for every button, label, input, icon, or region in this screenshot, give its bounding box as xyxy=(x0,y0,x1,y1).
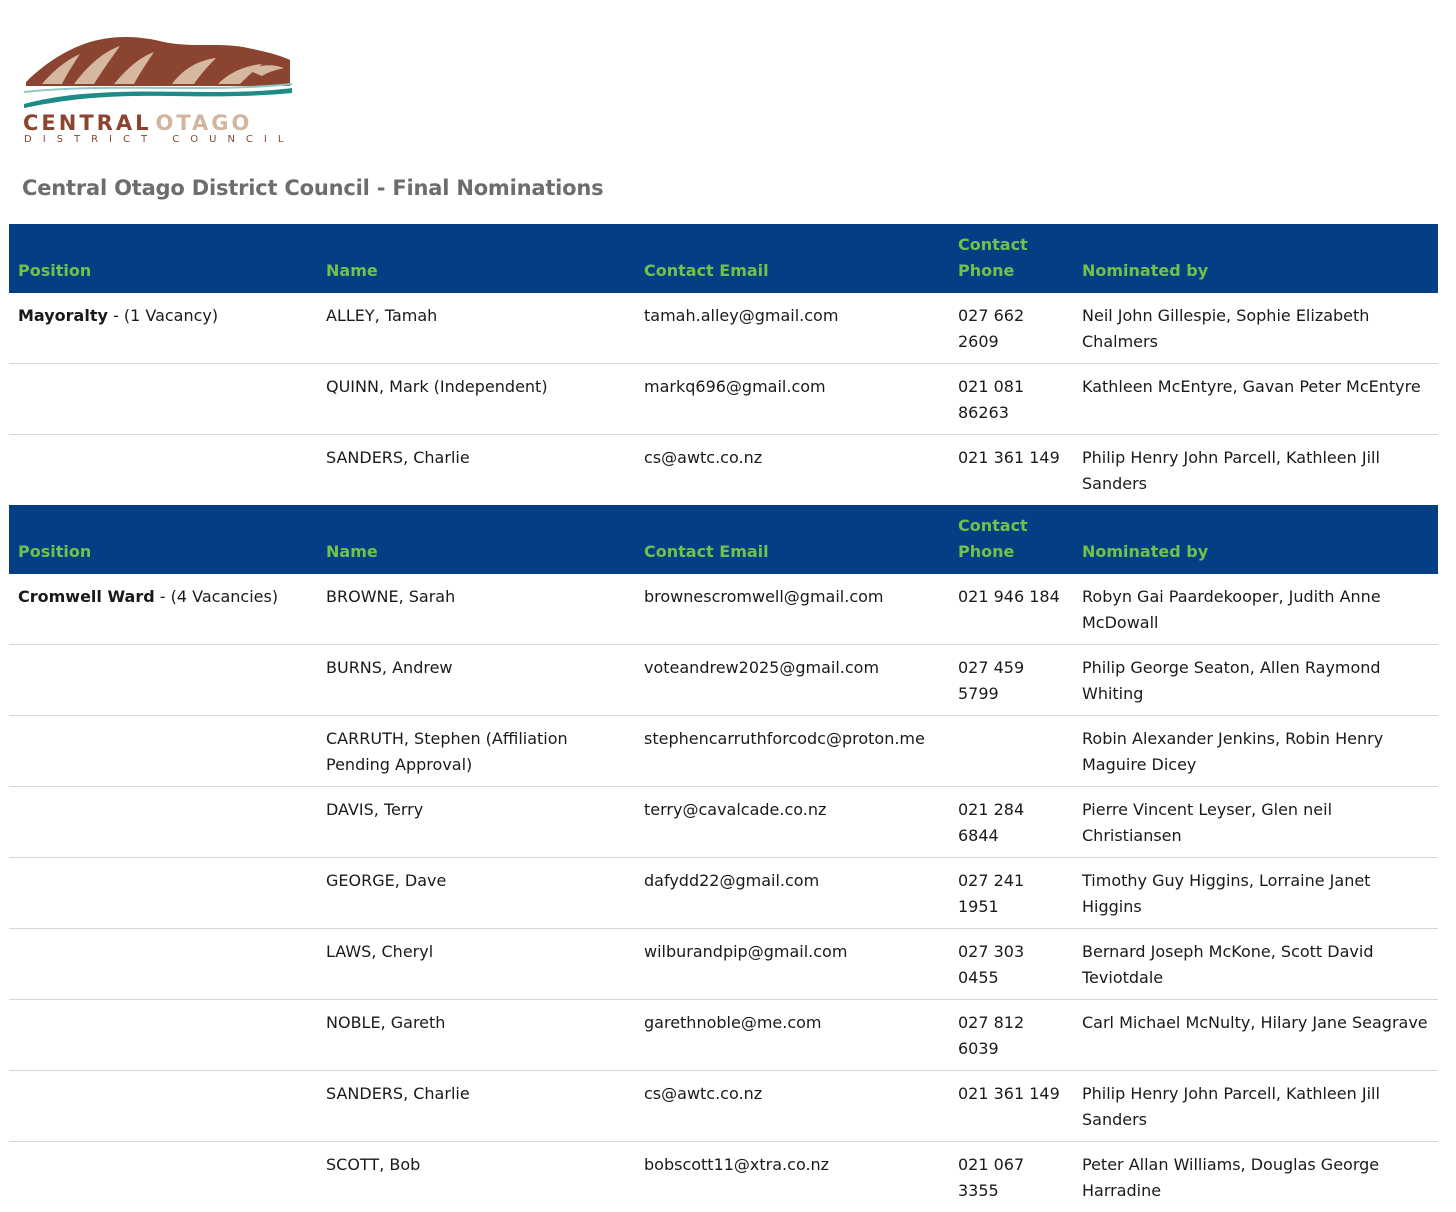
candidate-nominators: Philip George Seaton, Allen Raymond Whiting xyxy=(1073,645,1438,716)
position-cell xyxy=(9,364,317,435)
table-row xyxy=(9,574,1438,645)
candidate-nominators: Bernard Joseph McKone, Scott David Teviotdale xyxy=(1073,929,1438,1000)
candidate-phone: 021 081 86263 xyxy=(949,364,1073,435)
logo-word-central: CENTRAL xyxy=(23,111,151,135)
position-cell xyxy=(9,1000,317,1071)
position-cell xyxy=(9,787,317,858)
candidate-phone: 021 067 3355 xyxy=(949,1142,1073,1212)
table-row xyxy=(9,787,1438,858)
candidate-email: cs@awtc.co.nz xyxy=(635,1071,949,1142)
candidate-name: SANDERS, Charlie xyxy=(317,1071,635,1142)
header-contact-phone: Contact Phone xyxy=(949,224,1073,293)
candidate-nominators: Peter Allan Williams, Douglas George Harradine xyxy=(1073,1142,1438,1212)
page-title: Central Otago District Council - Final Nominations xyxy=(22,176,603,200)
position-cell xyxy=(9,293,317,364)
candidate-email: terry@cavalcade.co.nz xyxy=(635,787,949,858)
candidate-phone: 027 459 5799 xyxy=(949,645,1073,716)
candidate-nominators: Carl Michael McNulty, Hilary Jane Seagrave xyxy=(1073,1000,1438,1071)
candidate-email: bobscott11@xtra.co.nz xyxy=(635,1142,949,1212)
candidate-email: tamah.alley@gmail.com xyxy=(635,293,949,364)
candidate-name: GEORGE, Dave xyxy=(317,858,635,929)
candidate-nominators: Pierre Vincent Leyser, Glen neil Christiansen xyxy=(1073,787,1438,858)
position-cell xyxy=(9,716,317,787)
candidate-name: BROWNE, Sarah xyxy=(317,574,635,645)
header-position: Position xyxy=(9,224,317,293)
position-cell xyxy=(9,574,317,645)
position-cell xyxy=(9,435,317,506)
council-logo xyxy=(22,30,294,148)
candidate-name: ALLEY, Tamah xyxy=(317,293,635,364)
candidate-name: SCOTT, Bob xyxy=(317,1142,635,1212)
candidate-name: CARRUTH, Stephen (Affiliation Pending Approval) xyxy=(317,716,635,787)
header-position: Position xyxy=(9,505,317,574)
candidate-name: QUINN, Mark (Independent) xyxy=(317,364,635,435)
header-contact-phone: Contact Phone xyxy=(949,505,1073,574)
candidate-nominators: Robyn Gai Paardekooper, Judith Anne McDowall xyxy=(1073,574,1438,645)
candidate-phone: 027 812 6039 xyxy=(949,1000,1073,1071)
candidate-phone: 021 361 149 xyxy=(949,1071,1073,1142)
position-cell xyxy=(9,645,317,716)
table-row xyxy=(9,858,1438,929)
header-nominated-by: Nominated by xyxy=(1073,505,1438,574)
header-contact-email: Contact Email xyxy=(635,505,949,574)
table-row xyxy=(9,929,1438,1000)
logo-wordmark xyxy=(23,112,252,134)
candidate-nominators: Neil John Gillespie, Sophie Elizabeth Chalmers xyxy=(1073,293,1438,364)
candidate-phone: 021 946 184 xyxy=(949,574,1073,645)
candidate-phone: 021 361 149 xyxy=(949,435,1073,506)
position-name: Mayoralty xyxy=(18,306,108,325)
candidate-phone: 021 284 6844 xyxy=(949,787,1073,858)
candidate-email: voteandrew2025@gmail.com xyxy=(635,645,949,716)
candidate-phone: 027 241 1951 xyxy=(949,858,1073,929)
candidate-phone: 027 662 2609 xyxy=(949,293,1073,364)
candidate-name: BURNS, Andrew xyxy=(317,645,635,716)
nominations-table-cromwell-ward xyxy=(9,505,1438,1212)
candidate-email: cs@awtc.co.nz xyxy=(635,435,949,506)
candidate-email: dafydd22@gmail.com xyxy=(635,858,949,929)
position-cell xyxy=(9,929,317,1000)
table-row xyxy=(9,293,1438,364)
header-nominated-by: Nominated by xyxy=(1073,224,1438,293)
header-name: Name xyxy=(317,224,635,293)
candidate-email: stephencarruthforcodc@proton.me xyxy=(635,716,949,787)
header-contact-email: Contact Email xyxy=(635,224,949,293)
candidate-email: markq696@gmail.com xyxy=(635,364,949,435)
candidate-nominators: Philip Henry John Parcell, Kathleen Jill Sanders xyxy=(1073,1071,1438,1142)
table-row xyxy=(9,1071,1438,1142)
candidate-email: brownescromwell@gmail.com xyxy=(635,574,949,645)
header-name: Name xyxy=(317,505,635,574)
position-vacancy: - (4 Vacancies) xyxy=(155,587,278,606)
candidate-name: DAVIS, Terry xyxy=(317,787,635,858)
candidate-email: garethnoble@me.com xyxy=(635,1000,949,1071)
table-row xyxy=(9,645,1438,716)
candidate-email: wilburandpip@gmail.com xyxy=(635,929,949,1000)
logo-subtitle: DISTRICT COUNCIL xyxy=(24,134,294,146)
table-header-row xyxy=(9,224,1438,293)
table-row xyxy=(9,716,1438,787)
table-row xyxy=(9,1000,1438,1071)
candidate-name: NOBLE, Gareth xyxy=(317,1000,635,1071)
table-row xyxy=(9,1142,1438,1212)
candidate-name: LAWS, Cheryl xyxy=(317,929,635,1000)
candidate-phone xyxy=(949,716,1073,787)
candidate-nominators: Philip Henry John Parcell, Kathleen Jill Sanders xyxy=(1073,435,1438,506)
nominations-table-mayoralty xyxy=(9,224,1438,505)
candidate-nominators: Timothy Guy Higgins, Lorraine Janet Higgins xyxy=(1073,858,1438,929)
table-row xyxy=(9,364,1438,435)
position-cell xyxy=(9,1142,317,1212)
table-header-row xyxy=(9,505,1438,574)
position-cell xyxy=(9,1071,317,1142)
candidate-nominators: Robin Alexander Jenkins, Robin Henry Maguire Dicey xyxy=(1073,716,1438,787)
table-row xyxy=(9,435,1438,506)
logo-word-otago: OTAGO xyxy=(155,111,252,135)
candidate-phone: 027 303 0455 xyxy=(949,929,1073,1000)
position-cell xyxy=(9,858,317,929)
candidate-nominators: Kathleen McEntyre, Gavan Peter McEntyre xyxy=(1073,364,1438,435)
position-name: Cromwell Ward xyxy=(18,587,155,606)
position-vacancy: - (1 Vacancy) xyxy=(108,306,218,325)
candidate-name: SANDERS, Charlie xyxy=(317,435,635,506)
